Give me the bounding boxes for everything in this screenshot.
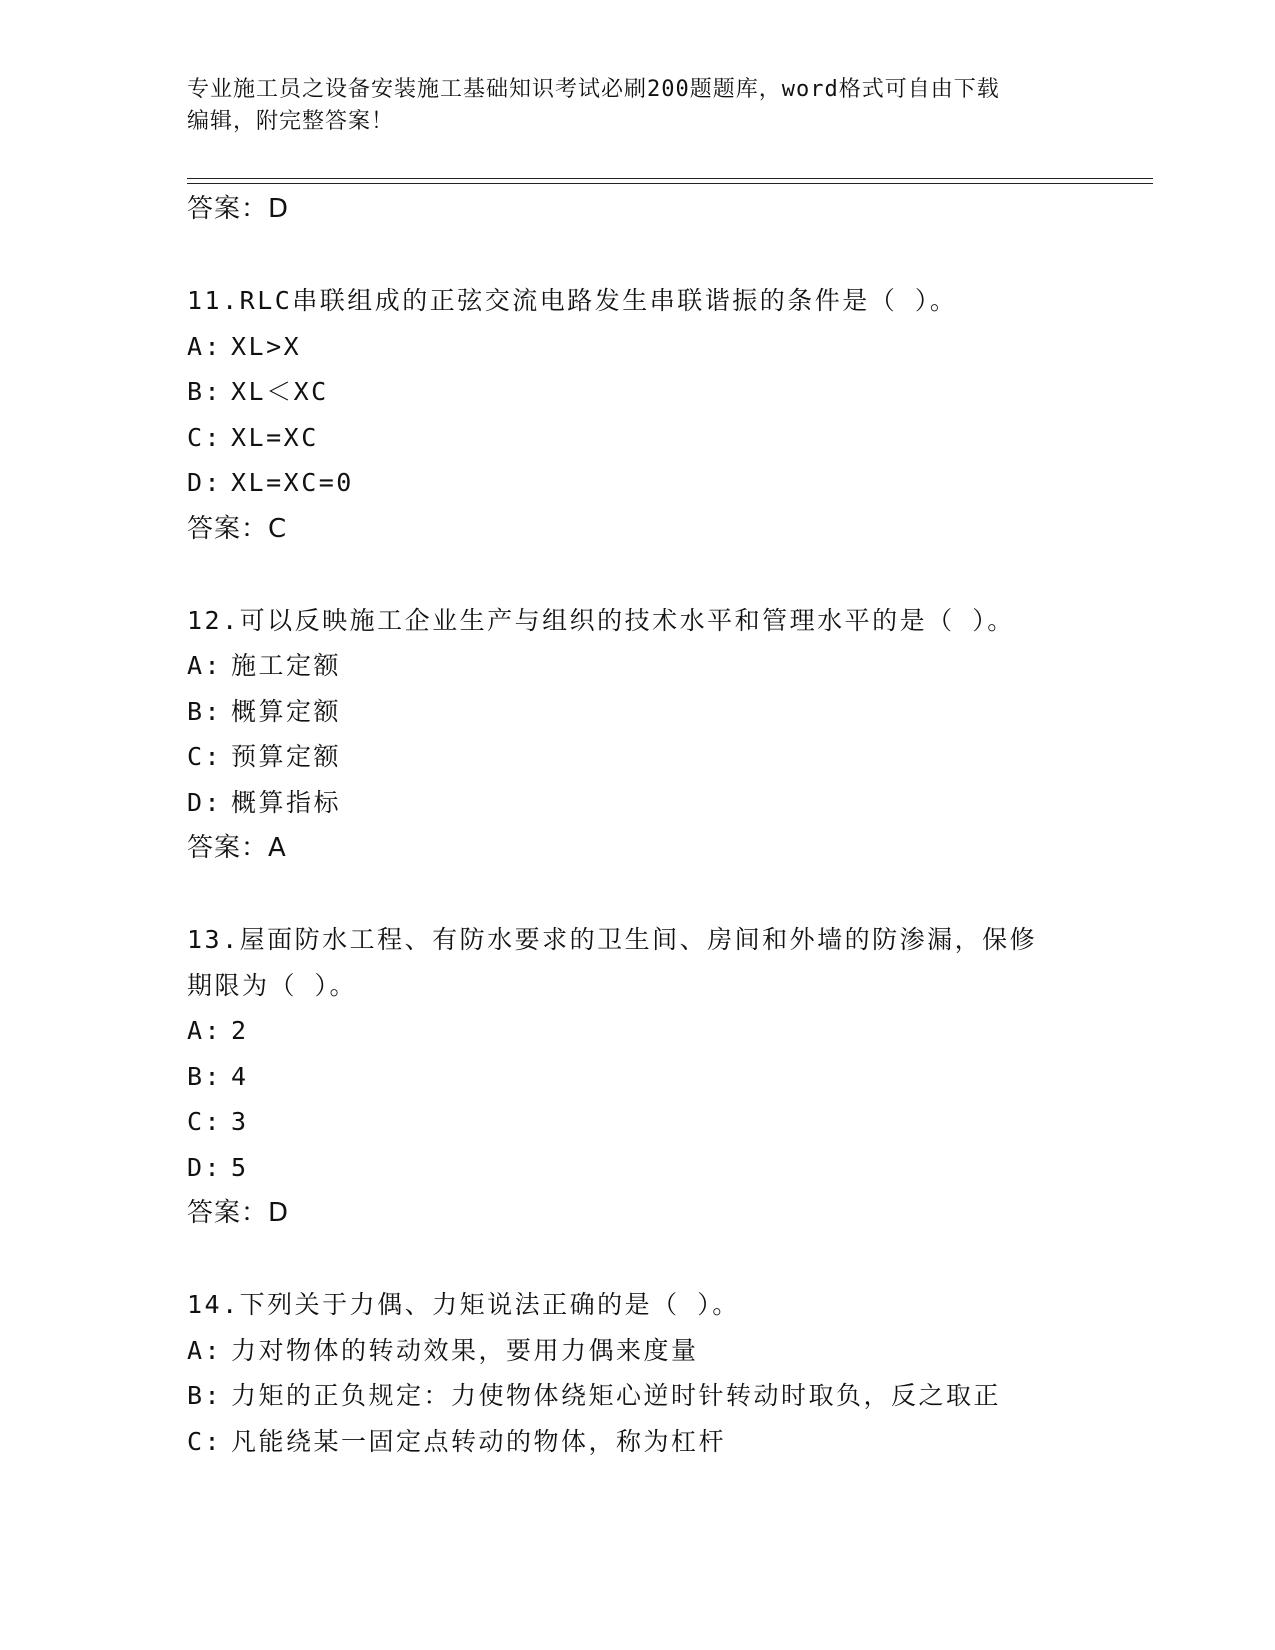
option-letter: C: (187, 742, 223, 771)
option-text: 预算定额 (231, 742, 342, 771)
answer-line: 答案：D (187, 1198, 290, 1228)
option-item (187, 1373, 1087, 1419)
option-letter: A: (187, 331, 223, 361)
option-item (187, 369, 1087, 415)
option-letter: D: (187, 468, 223, 497)
document-header (187, 74, 1087, 138)
option-letter: C: (187, 1426, 223, 1456)
question-text: 14.下列关于力偶、力矩说法正确的是（ ）。 (187, 1290, 740, 1319)
option-text: XL=XC=0 (231, 468, 354, 497)
option-letter: C: (187, 1107, 223, 1136)
question-spacer (187, 552, 1087, 598)
option-letter: C: (187, 422, 223, 452)
answer-line: 答案：C (187, 513, 288, 544)
option-letter: A: (187, 1335, 223, 1365)
option-text: 施工定额 (231, 651, 342, 680)
option-letter: A: (187, 1016, 223, 1045)
option-item (187, 324, 1087, 370)
question-block (187, 1282, 1087, 1464)
question-block (187, 917, 1087, 1236)
option-text: 5 (231, 1152, 249, 1182)
option-letter: B: (187, 1061, 223, 1091)
option-item (187, 1419, 1087, 1465)
option-letter: B: (187, 1381, 223, 1410)
option-text: 4 (231, 1061, 249, 1091)
question-text: 期限为（ ）。 (187, 970, 358, 1000)
question-block (187, 278, 1087, 552)
question-block (187, 598, 1087, 872)
option-letter: A: (187, 651, 223, 680)
option-text: 3 (231, 1107, 249, 1136)
question-spacer (187, 1236, 1087, 1282)
question-spacer (187, 232, 1087, 278)
option-letter: B: (187, 696, 223, 726)
option-text: XL＜XC (231, 377, 329, 406)
option-text: 力对物体的转动效果，要用力偶来度量 (231, 1335, 699, 1365)
option-text: 概算指标 (231, 787, 342, 817)
option-item (187, 1099, 1087, 1145)
option-item (187, 460, 1087, 506)
option-text: 2 (231, 1016, 249, 1045)
option-text: 凡能绕某一固定点转动的物体，称为杠杆 (231, 1426, 727, 1456)
option-item (187, 1054, 1087, 1100)
question-list (187, 186, 1087, 1464)
option-letter: B: (187, 377, 223, 406)
option-item (187, 689, 1087, 735)
option-item (187, 1145, 1087, 1191)
option-item (187, 1328, 1087, 1374)
option-text: 概算定额 (231, 696, 342, 726)
option-item (187, 643, 1087, 689)
header-line-2: 编辑，附完整答案！ (187, 109, 395, 134)
option-item (187, 734, 1087, 780)
question-text: 12.可以反映施工企业生产与组织的技术水平和管理水平的是（ ）。 (187, 605, 1015, 635)
option-item (187, 1008, 1087, 1054)
header-rule-bottom (187, 183, 1153, 184)
question-text: 11.RLC串联组成的正弦交流电路发生串联谐振的条件是（ ）。 (187, 286, 958, 315)
option-item (187, 415, 1087, 461)
answer-line: 答案：A (187, 833, 287, 863)
option-letter: D: (187, 787, 223, 817)
option-text: XL>X (231, 331, 302, 361)
option-text: XL=XC (231, 422, 319, 452)
option-item (187, 780, 1087, 826)
question-spacer (187, 871, 1087, 917)
question-text: 13.屋面防水工程、有防水要求的卫生间、房间和外墙的防渗漏，保修 (187, 925, 1038, 954)
option-text: 力矩的正负规定：力使物体绕矩心逆时针转动时取负，反之取正 (231, 1381, 1002, 1410)
option-letter: D: (187, 1152, 223, 1182)
header-rule-top (187, 178, 1153, 179)
header-line-1: 专业施工员之设备安装施工基础知识考试必刷200题题库，word格式可自由下载 (187, 77, 1000, 102)
answer-line: 答案：D (187, 194, 290, 224)
